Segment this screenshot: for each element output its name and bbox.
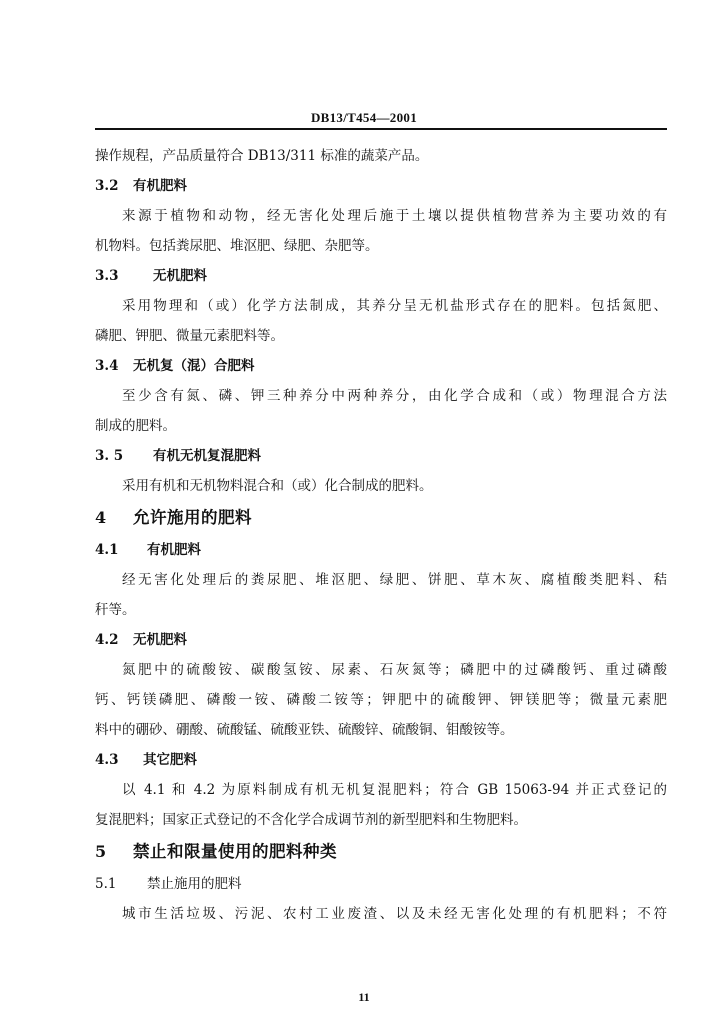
section-number: 3. 5 xyxy=(95,448,124,464)
section-number: 3.4 xyxy=(95,358,119,374)
paragraph-line: 至少含有氮、磷、钾三种养分中两种养分，由化学合成和（或）物理混合方法 xyxy=(122,388,667,404)
section-number: 4.2 xyxy=(95,632,119,648)
paragraph-line: 钙、钙镁磷肥、磷酸一铵、磷酸二铵等；钾肥中的硫酸钾、钾镁肥等；微量元素肥 xyxy=(95,692,667,708)
chapter-4-heading xyxy=(95,501,667,535)
section-3-3-heading xyxy=(95,261,667,291)
paragraph-line: 采用物理和（或）化学方法制成，其养分呈无机盐形式存在的肥料。包括氮肥、 xyxy=(122,298,667,314)
section-4-2-heading xyxy=(95,625,667,655)
section-number: 5.1 xyxy=(95,876,117,892)
paragraph-line: 来源于植物和动物，经无害化处理后施于土壤以提供植物营养为主要功效的有 xyxy=(122,208,667,224)
section-number: 4.1 xyxy=(95,542,119,558)
section-title: 无机肥料 xyxy=(153,268,207,284)
paragraph-line: 磷肥、钾肥、微量元素肥料等。 xyxy=(95,328,284,344)
chapter-title: 允许施用的肥料 xyxy=(133,508,252,527)
paragraph-line: 操作规程，产品质量符合 DB13/311 标准的蔬菜产品。 xyxy=(95,148,429,164)
paragraph-line: 经无害化处理后的粪尿肥、堆沤肥、绿肥、饼肥、草木灰、腐植酸类肥料、秸 xyxy=(122,572,667,588)
section-4-3-heading xyxy=(95,745,667,775)
paragraph-line: 氮肥中的硫酸铵、碳酸氢铵、尿素、石灰氮等；磷肥中的过磷酸钙、重过磷酸 xyxy=(122,662,667,678)
section-title: 禁止施用的肥料 xyxy=(147,876,242,892)
section-number: 3.3 xyxy=(95,268,119,284)
section-4-1-heading xyxy=(95,535,667,565)
page-number: 11 xyxy=(358,990,370,1004)
section-3-4-heading xyxy=(95,351,667,381)
paragraph-line: 料中的硼砂、硼酸、硫酸锰、硫酸亚铁、硫酸锌、硫酸铜、钼酸铵等。 xyxy=(95,722,514,738)
section-title: 无机复（混）合肥料 xyxy=(133,358,255,374)
document-code-header: DB13/T454—2001 xyxy=(310,110,418,125)
section-title: 有机无机复混肥料 xyxy=(153,448,261,464)
paragraph-line: 采用有机和无机物料混合和（或）化合制成的肥料。 xyxy=(122,478,433,494)
paragraph-line: 以 4.1 和 4.2 为原料制成有机无机复混肥料；符合 GB 15063-94 并正式登记的 xyxy=(122,782,667,798)
header-rule xyxy=(95,128,667,130)
paragraph-line: 制成的肥料。 xyxy=(95,418,176,434)
paragraph-line: 城市生活垃圾、污泥、农村工业废渣、以及未经无害化处理的有机肥料；不符 xyxy=(122,906,667,922)
chapter-5-heading xyxy=(95,835,667,869)
section-title: 有机肥料 xyxy=(133,178,187,194)
section-title: 其它肥料 xyxy=(143,752,197,768)
document-body xyxy=(95,141,667,929)
chapter-number: 5 xyxy=(95,842,107,861)
section-3-5-heading xyxy=(95,441,667,471)
paragraph-line: 机物料。包括粪尿肥、堆沤肥、绿肥、杂肥等。 xyxy=(95,238,379,254)
paragraph-line: 复混肥料；国家正式登记的不含化学合成调节剂的新型肥料和生物肥料。 xyxy=(95,812,527,828)
section-3-2-heading xyxy=(95,171,667,201)
chapter-number: 4 xyxy=(95,508,107,527)
section-5-1-heading xyxy=(95,869,667,899)
section-number: 3.2 xyxy=(95,178,119,194)
section-title: 无机肥料 xyxy=(133,632,187,648)
section-title: 有机肥料 xyxy=(147,542,201,558)
chapter-title: 禁止和限量使用的肥料种类 xyxy=(133,842,337,861)
paragraph-line: 秆等。 xyxy=(95,602,136,618)
section-number: 4.3 xyxy=(95,752,119,768)
